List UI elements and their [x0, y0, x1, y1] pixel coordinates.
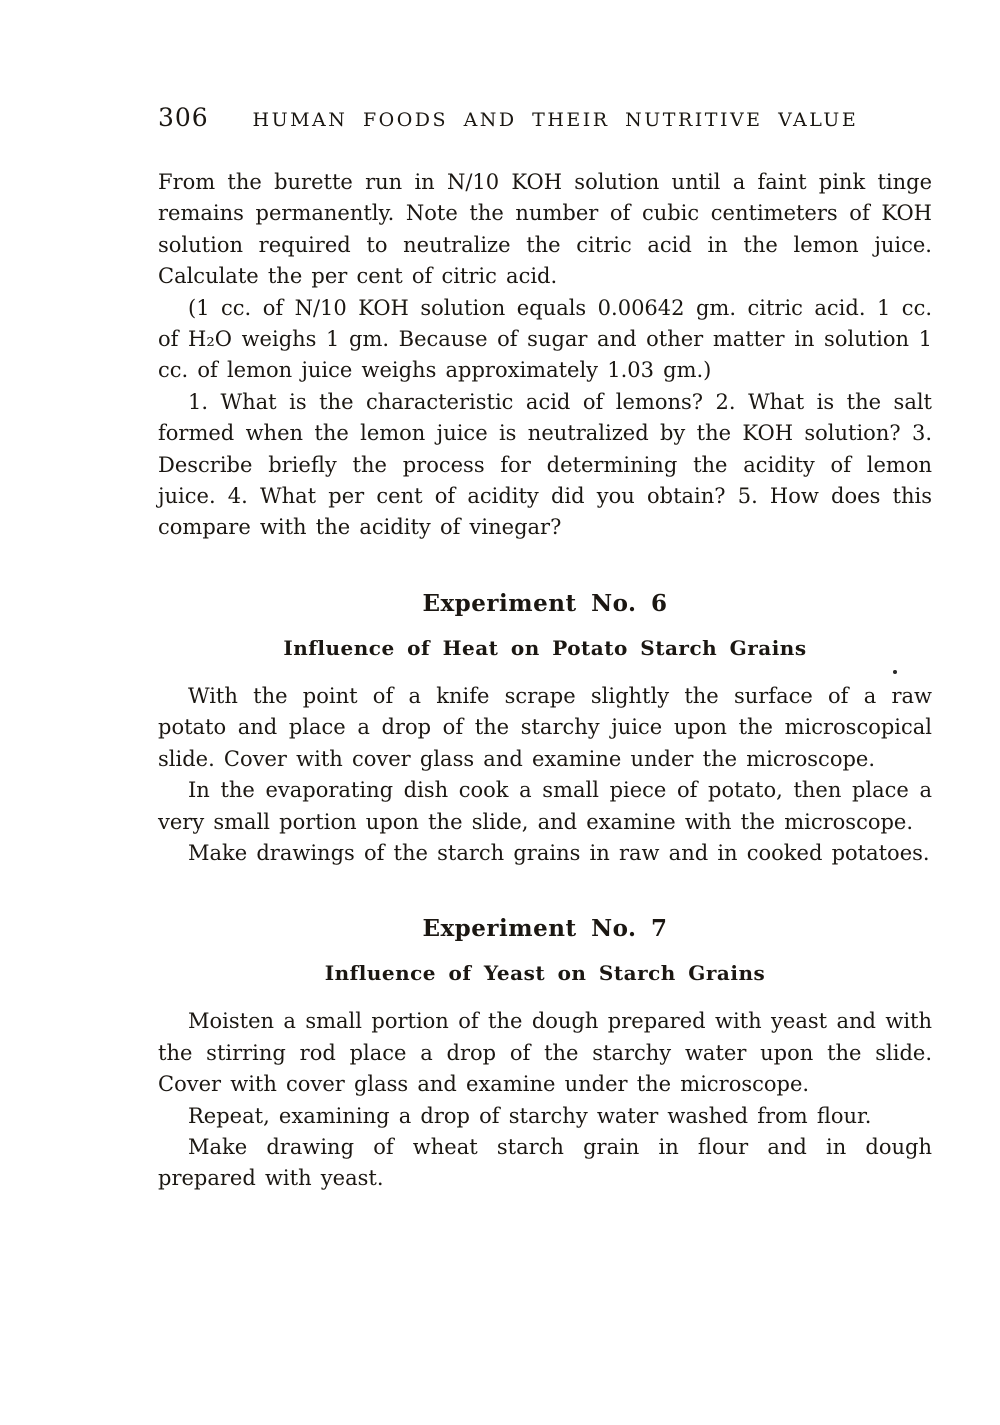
experiment-6-heading: Experiment No. 6: [422, 589, 668, 617]
experiment-7-subheading: Influence of Yeast on Starch Grains: [324, 961, 766, 986]
experiment-6-subheading: Influence of Heat on Potato Starch Grains: [283, 635, 807, 660]
scan-speck-artifact: [893, 670, 897, 674]
text-column: [158, 103, 932, 1195]
paragraph-exp7-drawing: Make drawing of wheat starch grain in flour and in dough prepared with yeast.: [158, 1134, 932, 1191]
paragraph-exp6-raw-potato: With the point of a knife scrape slightly the surface of a raw potato and place a drop of the starchy juice upon the microscopical slide. Cover with cover glass and examine under the microscope.: [158, 683, 932, 771]
paragraph-exp7-dough: Moisten a small portion of the dough prepared with yeast and with the stirring rod place a drop of the starchy water upon the slide. Cover with cover glass and examine under the microscope.: [158, 1009, 932, 1097]
running-title: HUMAN FOODS AND THEIR NUTRITIVE VALUE: [252, 109, 859, 131]
experiment-7-heading: Experiment No. 7: [422, 915, 668, 943]
page-number: 306: [158, 103, 209, 132]
page-body: [158, 167, 932, 1195]
experiment-7-section: [158, 915, 932, 1194]
paragraph-exp7-repeat: Repeat, examining a drop of starchy water washed from flour.: [188, 1103, 872, 1128]
paragraph-koh-note: (1 cc. of N/10 KOH solution equals 0.00642 gm. citric acid. 1 cc. of H₂O weighs 1 gm. Because of sugar and other matter in solution 1 cc. of lemon juice weighs approximately 1.03 gm.): [158, 295, 932, 383]
paragraph-exp6-drawings: Make drawings of the starch grains in raw and in cooked potatoes.: [188, 840, 930, 865]
paragraph-burette: From the burette run in N/10 KOH solution until a faint pink tinge remains permanently. Note the number of cubic centimeters of KOH solution required to neutralize the citric acid in the lemon juice. Calculate the per cent of citric acid.: [158, 170, 932, 289]
experiment-6-section: [158, 590, 932, 869]
paragraph-exp6-cooked-potato: In the evaporating dish cook a small piece of potato, then place a very small portion upon the slide, and examine with the microscope.: [158, 778, 932, 834]
page-header: [158, 103, 932, 133]
paragraph-questions: 1. What is the characteristic acid of lemons? 2. What is the salt formed when the lemon juice is neutralized by the KOH solution? 3. Describe briefly the process for determining the acidity of lemon juice. 4. What per cent of acidity did you obtain? 5. How does this compare with the acidity of vinegar?: [158, 389, 932, 540]
